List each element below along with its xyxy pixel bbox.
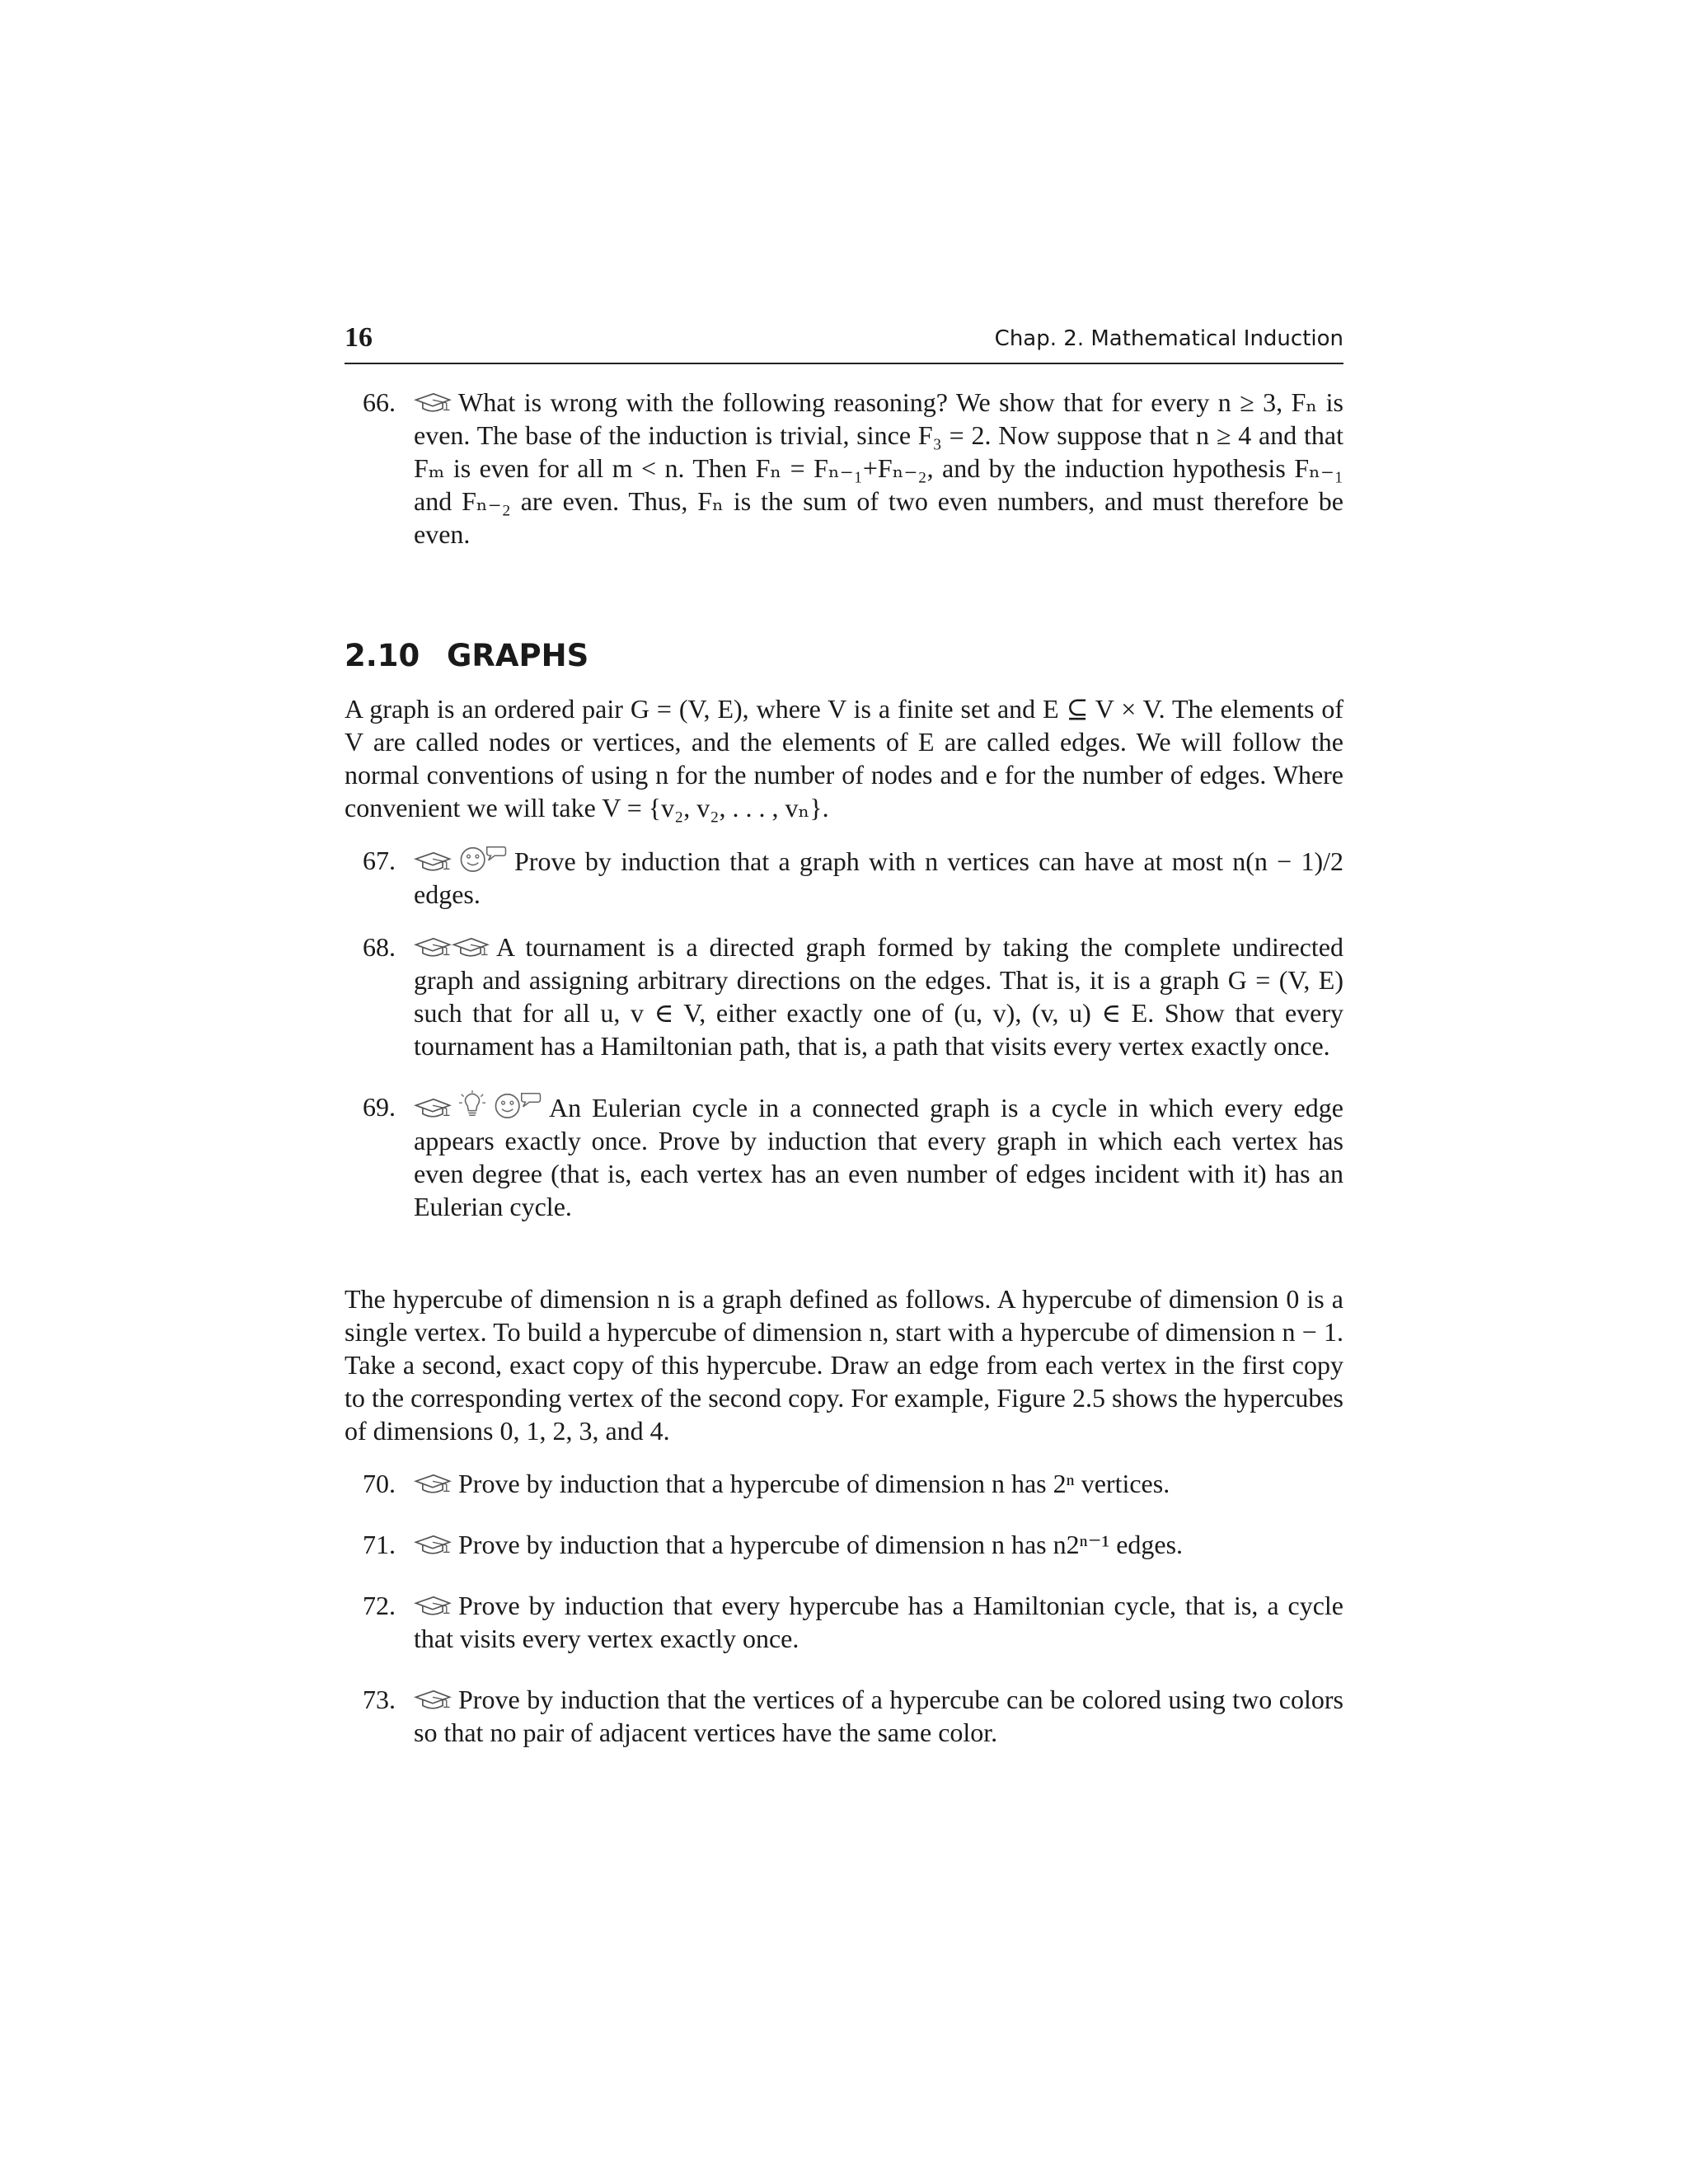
mortarboard-icon — [414, 1473, 452, 1496]
section-heading — [345, 638, 1343, 674]
problem-text: A tournament is a directed graph formed by taking the complete undirected graph and assigning arbitrary directions on the edges. That is, it is a graph G = (V, E) such that for all u, v ∈ V, either exactly one of (u, v), (v, u) ∈ E. Show that every tournament has a Hamiltonian path, that is, a path that visits every vertex exactly once. — [414, 932, 1343, 1061]
section-number: 2.10 — [345, 638, 420, 673]
smiley-speech-icon — [458, 844, 508, 874]
problem-text: Prove by induction that a hypercube of dimension n has 2ⁿ vertices. — [458, 1469, 1170, 1498]
mortarboard-icon — [414, 1595, 452, 1618]
problem-text: An Eulerian cycle in a connected graph is a cycle in which every edge appears exactly once. Prove by induction that every graph in which each vertex has even degree (that is, each vertex has an even number of edges incident with it) has an Eulerian cycle. — [414, 1093, 1343, 1221]
problem-number: 70. — [363, 1469, 396, 1498]
problem-number: 67. — [363, 846, 396, 875]
page — [345, 321, 1343, 1749]
mortarboard-icon — [414, 1097, 452, 1120]
problem-66 — [345, 386, 1343, 551]
problem-text: Prove by induction that a graph with n vertices can have at most n(n − 1)/2 edges. — [414, 846, 1343, 909]
problem-69 — [345, 1090, 1343, 1223]
running-title: Chap. 2. Mathematical Induction — [994, 326, 1343, 351]
mortarboard-icon — [414, 1689, 452, 1712]
smiley-speech-icon — [493, 1090, 542, 1120]
problem-number: 71. — [363, 1530, 396, 1559]
problem-text: Prove by induction that the vertices of a hypercube can be colored using two colors so that no pair of adjacent vertices have the same color. — [414, 1685, 1343, 1747]
problem-number: 69. — [363, 1092, 396, 1122]
mortarboard-icon — [414, 851, 452, 874]
page-header — [345, 321, 1343, 364]
section-title: GRAPHS — [447, 638, 589, 673]
problem-70 — [345, 1467, 1343, 1500]
problem-68 — [345, 930, 1343, 1062]
problem-71 — [345, 1528, 1343, 1561]
problem-number: 73. — [363, 1685, 396, 1714]
problem-text: Prove by induction that every hypercube has a Hamiltonian cycle, that is, a cycle that visits every vertex exactly once. — [414, 1591, 1343, 1653]
problem-73 — [345, 1683, 1343, 1749]
problem-number: 72. — [363, 1591, 396, 1620]
problem-number: 66. — [363, 387, 396, 417]
mortarboard-icon — [414, 391, 452, 415]
problem-number: 68. — [363, 932, 396, 962]
problem-text: Prove by induction that a hypercube of dimension n has n2ⁿ⁻¹ edges. — [458, 1530, 1184, 1559]
mortarboard-icon — [414, 1534, 452, 1557]
mortarboard-icon — [452, 936, 490, 959]
page-number: 16 — [345, 322, 373, 353]
graph-definition-paragraph: A graph is an ordered pair G = (V, E), where V is a finite set and E ⊆ V × V. The elements of V are called nodes or vertices, and the elements of E are called edges. We will follow the normal conventions of using n for the number of nodes and e for the number of edges. Where convenient we will take V = {v₂, v₂, . . . , vₙ}. — [345, 694, 1343, 823]
problem-text: What is wrong with the following reasoning? We show that for every n ≥ 3, Fₙ is even. The base of the induction is trivial, since F₃ = 2. Now suppose that n ≥ 4 and that Fₘ is even for all m < n. Then Fₙ = Fₙ₋₁+Fₙ₋₂, and by the induction hypothesis Fₙ₋₁ and Fₙ₋₂ are even. Thus, Fₙ is the sum of two even numbers, and must therefore be even. — [414, 387, 1343, 549]
problem-72 — [345, 1589, 1343, 1655]
mortarboard-icon — [414, 936, 452, 959]
hypercube-definition-paragraph: The hypercube of dimension n is a graph defined as follows. A hypercube of dimension 0 is a single vertex. To build a hypercube of dimension n, start with a hypercube of dimension n − 1. Take a second, exact copy of this hypercube. Draw an edge from each vertex in the first copy to the corresponding vertex of the second copy. For example, Figure 2.5 shows the hypercubes of dimensions 0, 1, 2, 3, and 4. — [345, 1284, 1343, 1446]
lightbulb-icon — [458, 1090, 486, 1120]
problem-67 — [345, 844, 1343, 911]
